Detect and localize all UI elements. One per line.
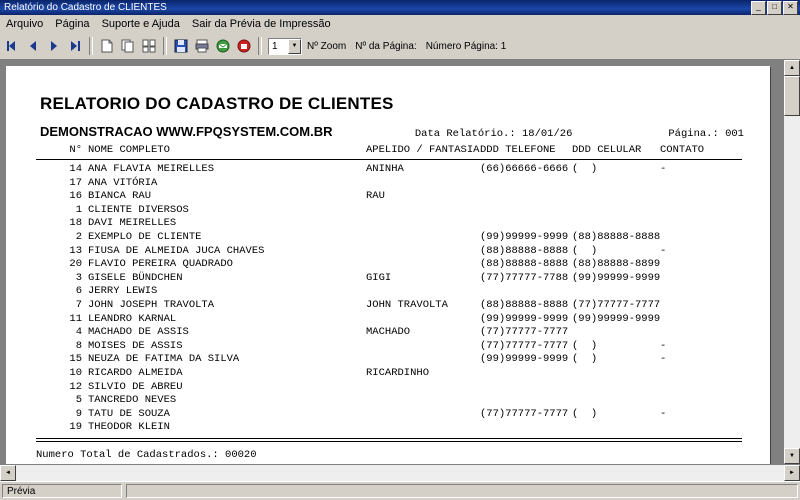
row-num: 8 [75,339,82,352]
row-num: 13 [69,244,82,257]
row-num: 12 [69,380,82,393]
row-mobile: ( ) [572,353,598,366]
report-subtitle: DEMONSTRACAO WWW.FPQSYSTEM.COM.BR [40,124,333,139]
report-date: Data Relatório.: 18/01/26 [414,128,573,140]
row-mobile: (99)99999-9999 [572,312,661,325]
row-name: ANA VITÓRIA [88,176,158,189]
menu-arquivo[interactable]: Arquivo [6,17,44,30]
row-num: 7 [75,298,82,311]
preview-area [0,60,800,464]
table-row [36,231,744,245]
row-num: 18 [69,217,82,230]
row-phone: (88)88888-8888 [480,298,569,311]
menu-sair-previa[interactable]: Sair da Prévia de Impressão [191,17,331,30]
status-bar [0,481,800,500]
row-num: 14 [69,163,82,175]
table-row [36,163,744,177]
row-phone: (66)66666-6666 [480,163,569,175]
row-name: ANA FLAVIA MEIRELLES [88,163,215,175]
row-num: 1 [75,203,82,216]
row-phone: (77)77777-7777 [480,326,569,339]
row-mobile: (88)88888-8888 [572,230,661,243]
row-name: DAVI MEIRELLES [88,217,177,230]
row-name: TANCREDO NEVES [88,394,177,407]
report-page-number: Página.: 001 [668,128,744,140]
new-document-icon[interactable] [97,36,117,56]
toolbar-separator-1 [89,37,93,55]
table-body [36,163,744,435]
row-name: RICARDO ALMEIDA [88,366,183,379]
row-phone: (88)88888-8888 [480,244,569,257]
row-nickname: ANINHA [366,163,404,175]
row-num: 16 [69,190,82,203]
row-name: LEANDRO KARNAL [88,312,177,325]
header-nickname: APELIDO / FANTASIA [366,144,480,156]
minimize-icon[interactable]: _ [751,1,766,15]
status-label: Prévia [2,484,122,498]
row-num: 9 [75,407,82,420]
menu-suporte-ajuda[interactable]: Suporte e Ajuda [101,17,180,30]
row-contact: - [660,407,667,420]
header-contact: CONTATO [660,144,705,156]
table-row [36,326,744,340]
scroll-right-icon[interactable]: ► [784,465,800,481]
row-num: 20 [69,258,82,271]
row-phone: (77)77777-7777 [480,339,569,352]
row-mobile: (77)77777-7777 [572,298,661,311]
header-phone: DDD TELEFONE [480,144,556,156]
copy-page-icon[interactable] [118,36,138,56]
row-phone: (77)77777-7788 [480,271,569,284]
row-num: 6 [75,285,82,298]
page-number-value: Número Página: 1 [425,40,507,52]
pdf-export-icon[interactable] [234,36,254,56]
row-contact: - [660,163,667,175]
horizontal-scroll-track[interactable] [16,465,784,481]
table-row [36,217,744,231]
row-name: THEODOR KLEIN [88,421,170,434]
header-mobile: DDD CELULAR [572,144,642,156]
row-phone: (99)99999-9999 [480,230,569,243]
row-mobile: (88)88888-8899 [572,258,661,271]
total-count: Numero Total de Cadastrados.: 00020 [36,448,257,461]
row-num: 15 [69,353,82,366]
vertical-scroll-thumb[interactable] [784,76,800,116]
table-row [36,367,744,381]
menu-pagina[interactable]: Página [55,17,90,30]
row-name: JOHN JOSEPH TRAVOLTA [88,298,215,311]
page-number-label: Nº da Página: [355,40,417,52]
row-contact: - [660,339,667,352]
table-row [36,245,744,259]
table-row [36,381,744,395]
row-name: SILVIO DE ABREU [88,380,183,393]
first-page-icon[interactable] [2,36,22,56]
row-name: TATU DE SOUZA [88,407,170,420]
row-mobile: ( ) [572,244,598,257]
multi-page-icon[interactable] [139,36,159,56]
row-name: MACHADO DE ASSIS [88,326,189,339]
row-mobile: ( ) [572,339,598,352]
menu-bar [0,15,800,33]
window-title: Relatório do Cadastro de CLIENTES [4,2,167,13]
row-phone: (88)88888-8888 [480,258,569,271]
row-num: 4 [75,326,82,339]
chevron-down-icon[interactable]: ▼ [288,39,301,54]
zoom-value: 1 [272,40,278,52]
toolbar-separator-3 [258,37,262,55]
page-scroll-container [0,60,783,464]
table-header-row [36,144,744,158]
email-icon[interactable] [213,36,233,56]
next-page-icon[interactable] [44,36,64,56]
toolbar-separator-2 [163,37,167,55]
scroll-up-icon[interactable]: ▲ [784,60,800,76]
row-num: 5 [75,394,82,407]
row-name: NEUZA DE FATIMA DA SILVA [88,353,240,366]
scroll-down-icon[interactable]: ▼ [784,448,800,464]
table-row [36,408,744,422]
row-num: 3 [75,271,82,284]
title-bar [0,0,800,15]
row-num: 2 [75,230,82,243]
table-row [36,285,744,299]
previous-page-icon[interactable] [23,36,43,56]
row-nickname: JOHN TRAVOLTA [366,298,448,311]
toolbar [0,33,800,60]
status-extra [126,484,798,498]
table-row [36,313,744,327]
close-icon[interactable]: ✕ [783,1,798,15]
table-row [36,190,744,204]
row-name: CLIENTE DIVERSOS [88,203,189,216]
report-subtitle-row [40,124,744,140]
row-mobile: (99)99999-9999 [572,271,661,284]
row-nickname: RICARDINHO [366,366,430,379]
vertical-scroll-track[interactable] [784,76,800,448]
page-title: RELATORIO DO CADASTRO DE CLIENTES [40,94,394,113]
row-num: 10 [69,366,82,379]
row-contact: - [660,353,667,366]
table-row [36,204,744,218]
table-row [36,272,744,286]
row-mobile: ( ) [572,163,598,175]
zoom-label: Nº Zoom [307,40,347,52]
vertical-scrollbar[interactable] [783,60,800,464]
zoom-select[interactable] [268,38,302,55]
header-name: NOME COMPLETO [88,144,170,156]
row-num: 17 [69,176,82,189]
row-name: BIANCA RAU [88,190,152,203]
row-name: GISELE BÜNDCHEN [88,271,183,284]
row-name: JERRY LEWIS [88,285,158,298]
print-icon[interactable] [192,36,212,56]
last-page-icon[interactable] [65,36,85,56]
table-row [36,299,744,313]
row-name: FLAVIO PEREIRA QUADRADO [88,258,233,271]
report-page [6,66,770,464]
row-phone: (99)99999-9999 [480,353,569,366]
row-num: 19 [69,421,82,434]
row-nickname: RAU [366,190,385,203]
row-phone: (99)99999-9999 [480,312,569,325]
window-buttons [751,1,798,15]
save-icon[interactable] [171,36,191,56]
row-phone: (77)77777-7777 [480,407,569,420]
header-num: N° [69,144,82,156]
footer-divider [36,438,742,442]
table-row [36,177,744,191]
row-name: MOISES DE ASSIS [88,339,183,352]
row-contact: - [660,244,667,257]
row-nickname: MACHADO [366,326,411,339]
table-row [36,340,744,354]
horizontal-scrollbar[interactable] [0,464,800,481]
table-row [36,258,744,272]
row-name: FIUSA DE ALMEIDA JUCA CHAVES [88,244,265,257]
table-row [36,394,744,408]
maximize-icon[interactable]: □ [767,1,782,15]
row-mobile: ( ) [572,407,598,420]
row-num: 11 [69,312,82,325]
scroll-left-icon[interactable]: ◄ [0,465,16,481]
header-divider [36,159,742,160]
row-name: EXEMPLO DE CLIENTE [88,230,202,243]
row-nickname: GIGI [366,271,392,284]
table-row [36,421,744,435]
table-row [36,353,744,367]
